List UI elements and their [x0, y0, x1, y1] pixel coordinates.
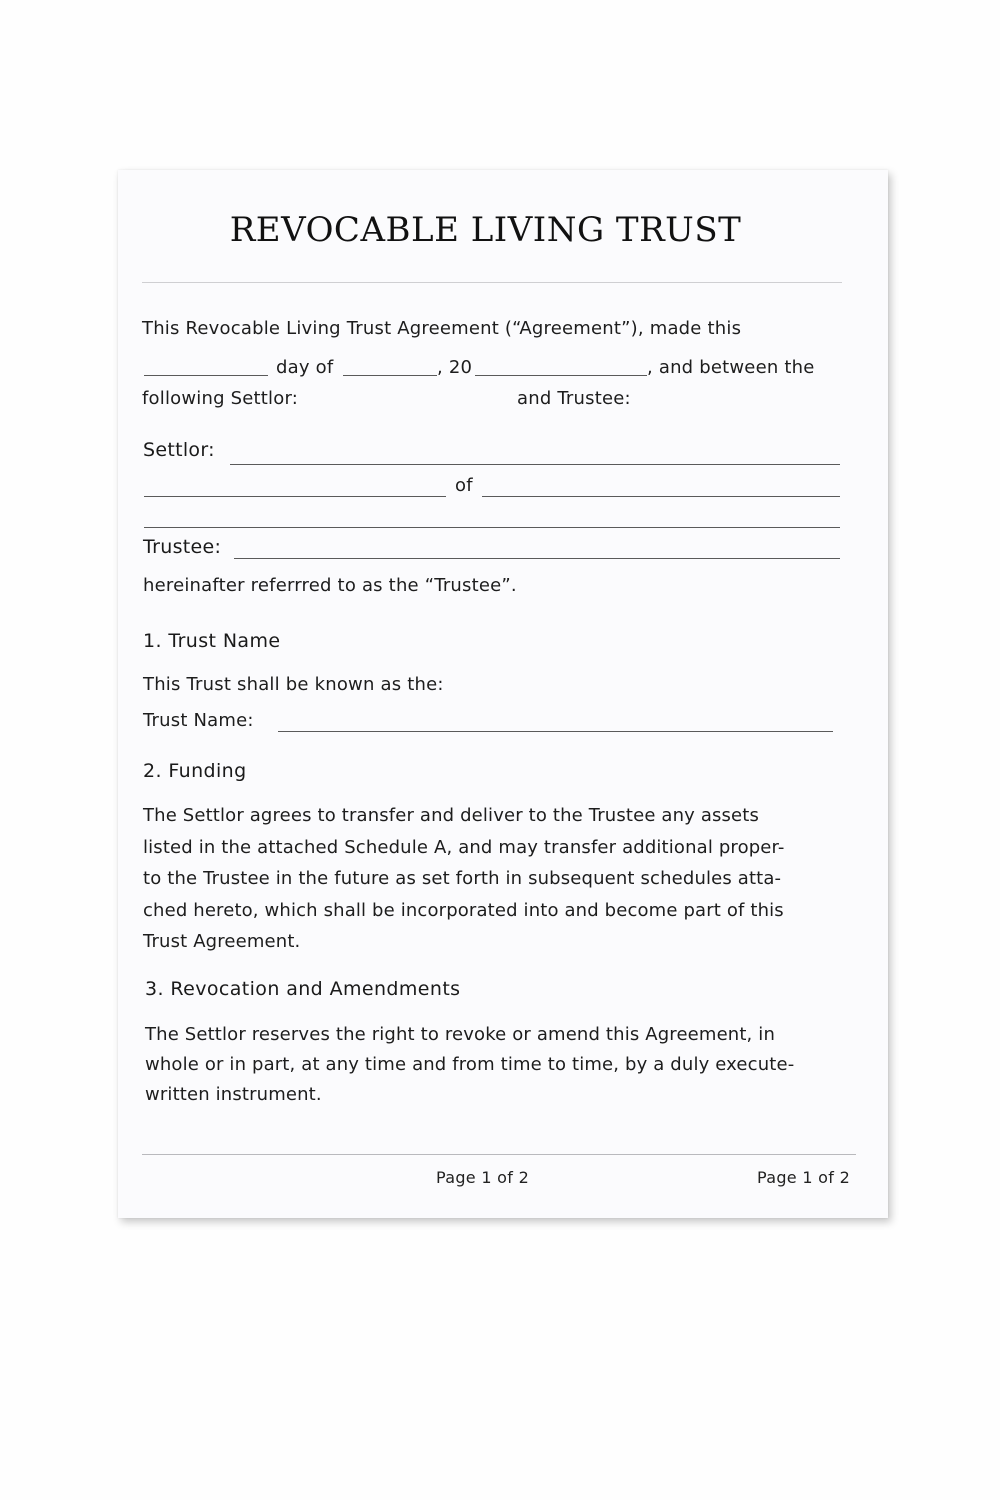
settlor-label: Settlor:: [143, 439, 215, 461]
and-between-text: , and between the: [647, 357, 815, 378]
funding-line: Trust Agreement.: [143, 931, 301, 952]
funding-line: ched hereto, which shall be incorporated into and become part of this: [143, 899, 784, 921]
document-title: REVOCABLE LIVING TRUST: [229, 210, 742, 250]
page-number-right: Page 1 of 2: [757, 1168, 851, 1187]
year-prefix-text: , 20: [437, 357, 473, 378]
trust-name-line[interactable]: [278, 731, 833, 732]
revocation-line: whole or in part, at any time and from time to time, by a duly execute-: [145, 1054, 795, 1075]
settlor-extra-line[interactable]: [144, 527, 840, 528]
section-3-heading: 3. Revocation and Amendments: [145, 978, 461, 1000]
trustee-name-line[interactable]: [234, 558, 840, 559]
document-page: [118, 170, 888, 1218]
footer-divider: [142, 1154, 856, 1155]
trust-name-label: Trust Name:: [143, 710, 254, 731]
settlor-name-line[interactable]: [230, 464, 840, 465]
trust-known-text: This Trust shall be known as the:: [143, 674, 444, 695]
funding-line: listed in the attached Schedule A, and may transfer additional proper-: [143, 836, 785, 858]
revocation-line: The Settlor reserves the right to revoke or amend this Agreement, in: [145, 1024, 776, 1045]
settlor-line-left[interactable]: [144, 496, 446, 497]
of-text: of: [455, 475, 473, 496]
funding-paragraph: [143, 800, 785, 958]
hereinafter-text: hereinafter referrred to as the “Trustee”.: [143, 575, 517, 596]
page-number-center: Page 1 of 2: [436, 1168, 530, 1187]
title-divider: [142, 282, 842, 283]
settlor-address-line[interactable]: [482, 496, 840, 497]
following-settlor-text: following Settlor:: [142, 388, 299, 409]
section-1-heading: 1. Trust Name: [143, 630, 281, 652]
intro-line: This Revocable Living Trust Agreement (“Agreement”), made this: [142, 318, 742, 339]
year-blank[interactable]: [475, 375, 647, 376]
funding-line: The Settlor agrees to transfer and deliver to the Trustee any assets: [143, 805, 760, 826]
trustee-label: Trustee:: [143, 536, 222, 558]
section-2-heading: 2. Funding: [143, 760, 247, 782]
day-of-text: day of: [276, 357, 334, 378]
day-blank[interactable]: [144, 375, 268, 376]
and-trustee-text: and Trustee:: [517, 388, 631, 409]
funding-line: to the Trustee in the future as set forth in subsequent schedules atta-: [143, 868, 782, 889]
revocation-paragraph: [145, 1020, 794, 1110]
month-blank[interactable]: [343, 375, 437, 376]
revocation-line: written instrument.: [145, 1084, 322, 1105]
